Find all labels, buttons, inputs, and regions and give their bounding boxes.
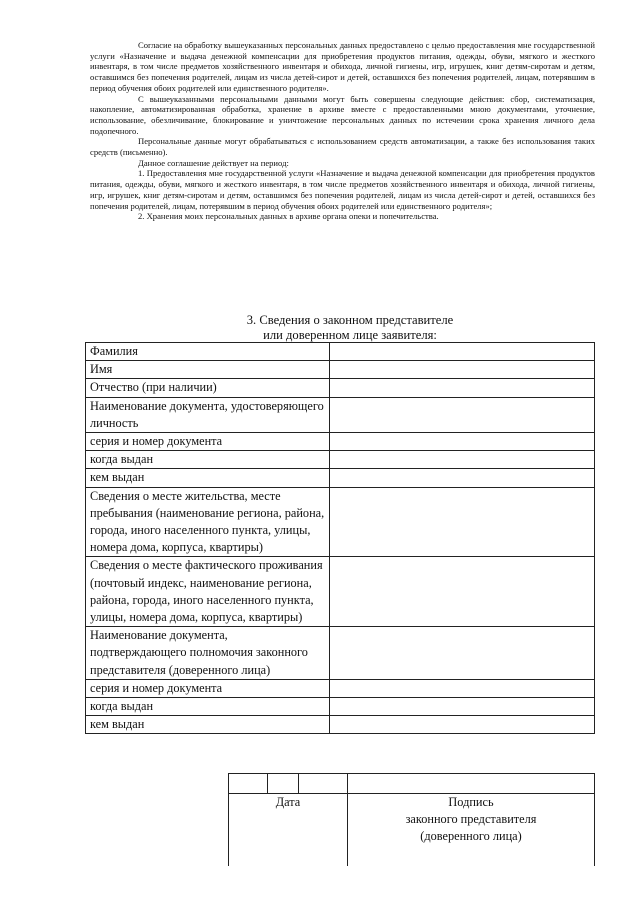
- date-cell-day[interactable]: [229, 774, 268, 794]
- date-cell-month[interactable]: [268, 774, 299, 794]
- field-value-residence[interactable]: [329, 487, 594, 557]
- field-value-authority-issue-date[interactable]: [329, 698, 594, 716]
- date-cells-row: [229, 774, 595, 794]
- field-label-authority-issued-by: кем выдан: [86, 716, 330, 734]
- section-title-line-2: или доверенном лице заявителя:: [263, 328, 437, 342]
- consent-paragraph-period: Данное соглашение действует на период:: [138, 157, 289, 168]
- date-cell-year[interactable]: [299, 774, 348, 794]
- field-value-authority-series-number[interactable]: [329, 679, 594, 697]
- section-title: [150, 313, 550, 343]
- field-label-authority-document: Наименование документа, подтверждающего полномочия законного представителя (доверенного лица): [86, 627, 330, 680]
- field-value-actual-address[interactable]: [329, 557, 594, 627]
- consent-paragraph-period-1: 1. Предоставления мне государственной услуги «Назначение и выдача денежной компенсации для приобретения продуктов питания, одежды, обуви, мягкого и жесткого инвентаря, в том числе предметов хозяйственного инвентаря и обихода, личной гигиены, игр, игрушек, книг детям-сиротам и детям, оставшимся без попечения родителей, лицам из числа детей-сирот и детей, оставшихся без попечения родителей, лицам, потерявшим в период обучения обоих родителей или единственного родителя»;: [90, 168, 595, 211]
- consent-text: [90, 40, 595, 222]
- signature-cell[interactable]: [348, 774, 595, 794]
- representative-table: [85, 342, 595, 734]
- table-row: [86, 627, 595, 680]
- field-value-id-series-number[interactable]: [329, 433, 594, 451]
- signature-block: [228, 773, 595, 866]
- field-label-id-document: Наименование документа, удостоверяющего личность: [86, 397, 330, 432]
- consent-paragraph-actions: С вышеуказанными персональными данными могут быть совершены следующие действия: сбор, систематизация, накопление, автоматизированная обработка, хранение в архиве вместе с предоставленными мною документами, уточнение, использование, обезличивание, блокирование и уничтожение персональных данных по истечении срока хранения личного дела подопечного.: [90, 93, 595, 136]
- table-row: [86, 487, 595, 557]
- field-label-id-issue-date: когда выдан: [86, 451, 330, 469]
- field-label-patronymic: Отчество (при наличии): [86, 379, 330, 397]
- table-row: [86, 379, 595, 397]
- table-row: [86, 679, 595, 697]
- field-label-authority-series-number: серия и номер документа: [86, 679, 330, 697]
- field-value-authority-issued-by[interactable]: [329, 716, 594, 734]
- field-value-id-document[interactable]: [329, 397, 594, 432]
- table-row: [86, 361, 595, 379]
- field-label-authority-issue-date: когда выдан: [86, 698, 330, 716]
- table-row: [86, 557, 595, 627]
- field-label-surname: Фамилия: [86, 343, 330, 361]
- field-value-id-issued-by[interactable]: [329, 469, 594, 487]
- field-value-name[interactable]: [329, 361, 594, 379]
- table-row: [86, 451, 595, 469]
- signature-caption-line-1: Подпись: [448, 795, 494, 809]
- field-value-surname[interactable]: [329, 343, 594, 361]
- date-caption: Дата: [229, 794, 348, 867]
- table-row: [86, 698, 595, 716]
- table-row: [86, 343, 595, 361]
- consent-paragraph-purpose: Согласие на обработку вышеуказанных персональных данных предоставлено с целью предоставления мне государственной услуги «Назначение и выдача денежной компенсации для приобретения продуктов питания, одежды, обуви, мягкого и жесткого инвентаря, в том числе предметов хозяйственного инвентаря и обихода, личной гигиены, игр, игрушек, книг детям-сиротам и детям, оставшимся без попечения родителей, лицам из числа детей-сирот и детей, оставшихся без попечения родителей, лицам, потерявшим в период обучения обоих родителей или единственного родителя».: [90, 40, 595, 93]
- table-row: [86, 469, 595, 487]
- table-row: [86, 433, 595, 451]
- field-label-id-series-number: серия и номер документа: [86, 433, 330, 451]
- signature-caption-line-3: (доверенного лица): [420, 829, 522, 843]
- field-label-residence: Сведения о месте жительства, месте пребывания (наименование региона, района, города, иного населенного пункта, улицы, номера дома, корпуса, квартиры): [86, 487, 330, 557]
- signature-caption-line-2: законного представителя: [405, 812, 537, 826]
- signature-captions-row: [229, 794, 595, 867]
- field-label-name: Имя: [86, 361, 330, 379]
- table-row: [86, 716, 595, 734]
- field-value-id-issue-date[interactable]: [329, 451, 594, 469]
- field-value-authority-document[interactable]: [329, 627, 594, 680]
- signature-caption: [348, 794, 595, 867]
- field-label-id-issued-by: кем выдан: [86, 469, 330, 487]
- field-label-actual-address: Сведения о месте фактического проживания (почтовый индекс, наименование региона, района, города, иного населенного пункта, улицы, номера дома, корпуса, квартиры): [86, 557, 330, 627]
- section-title-line-1: 3. Сведения о законном представителе: [246, 313, 454, 327]
- consent-paragraph-period-2: 2. Хранения моих персональных данных в архиве органа опеки и попечительства.: [138, 211, 439, 222]
- consent-paragraph-automation: Персональные данные могут обрабатываться с использованием средств автоматизации, а также без использования таких средств (письменно).: [90, 136, 595, 158]
- table-row: [86, 397, 595, 432]
- field-value-patronymic[interactable]: [329, 379, 594, 397]
